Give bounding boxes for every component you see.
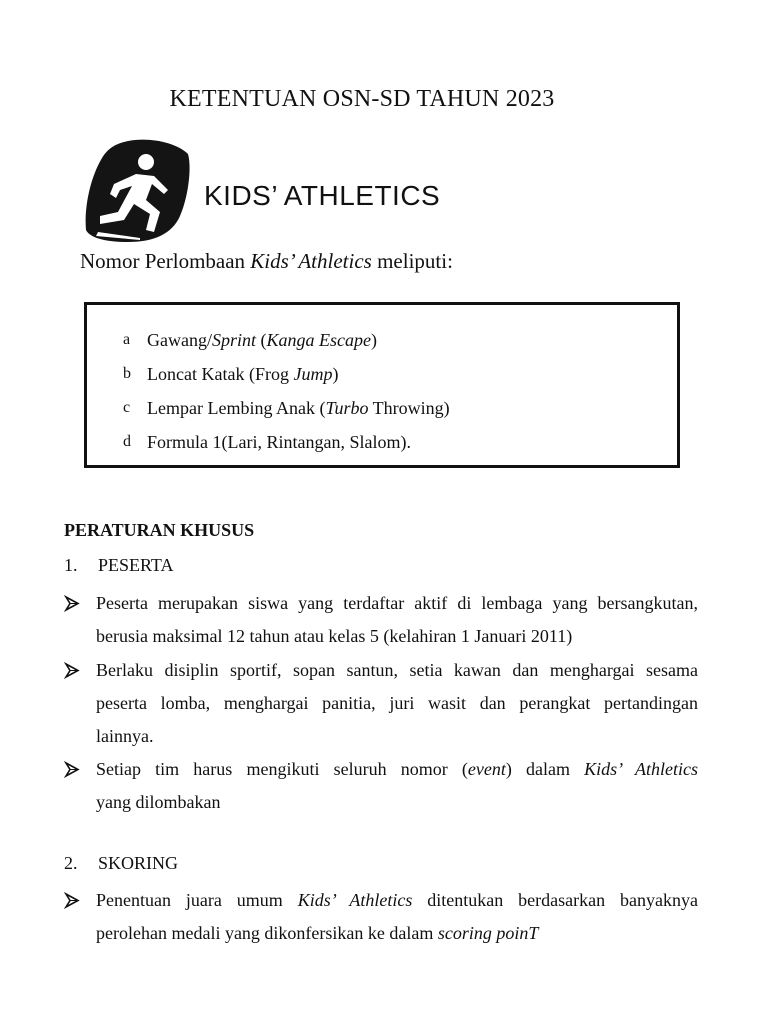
event-text [147, 330, 377, 351]
italic-text: Kids’ Athletics [297, 890, 413, 910]
event-item [123, 357, 450, 391]
event-title: KIDS’ ATHLETICS [204, 180, 441, 211]
event-text [147, 398, 450, 419]
event-letter: d [123, 433, 131, 450]
text-part: Gawang/ [147, 329, 212, 350]
bullet-line [96, 620, 698, 653]
section-title-text: PESERTA [98, 555, 174, 575]
italic-text: Kids’ Athletics [584, 759, 698, 779]
text-part: Penentuan juara umum [96, 890, 298, 910]
event-text [147, 432, 411, 453]
italic-text: Kanga Escape [266, 329, 371, 350]
section-number: 1. [64, 555, 78, 575]
italic-text: scoring poinT [437, 923, 539, 943]
text-part: Lempar Lembing Anak ( [147, 397, 326, 418]
intro-text [80, 249, 453, 274]
document-title: KETENTUAN OSN-SD TAHUN 2023 [169, 86, 555, 112]
italic-text: Turbo [325, 397, 369, 418]
text-part: Formula 1(Lari, Rintangan, Slalom). [147, 431, 411, 452]
arrow-bullet-icon [64, 587, 82, 620]
text-part: ) [332, 363, 339, 384]
event-letter: a [123, 331, 131, 348]
event-item [123, 425, 450, 459]
intro-prefix: Nomor Perlombaan [80, 249, 251, 273]
event-text [147, 364, 338, 385]
section-heading: PERATURAN KHUSUS [64, 520, 255, 540]
bullet-text [96, 884, 698, 950]
bullet-text [96, 654, 698, 753]
intro-suffix: meliputi: [371, 249, 453, 273]
arrow-bullet-icon [64, 753, 82, 786]
text-part: yang dilombakan [96, 792, 221, 812]
bullet-line [96, 720, 698, 753]
event-item [123, 391, 450, 425]
bullet-item [64, 587, 698, 653]
event-item [123, 323, 450, 357]
bullet-line [96, 687, 698, 720]
intro-italic: Kids’ Athletics [250, 249, 372, 273]
section-title [64, 555, 174, 576]
text-part: lainnya. [96, 726, 154, 746]
text-part: perolehan medali yang dikonfersikan ke dalam [96, 923, 438, 943]
italic-text: event [467, 759, 506, 779]
text-part: ) [370, 329, 377, 350]
event-letter: c [123, 399, 131, 416]
section-number: 2. [64, 853, 78, 873]
bullet-item [64, 753, 698, 819]
bullet-line [96, 654, 698, 687]
event-letter: b [123, 365, 131, 382]
event-list [123, 323, 450, 459]
bullet-item [64, 654, 698, 753]
arrow-bullet-icon [64, 654, 82, 687]
text-part: ( [256, 329, 267, 350]
italic-text: Sprint [211, 329, 256, 350]
arrow-bullet-icon [64, 884, 82, 917]
text-part: berusia maksimal 12 tahun atau kelas 5 (kelahiran 1 Januari 2011) [96, 626, 573, 646]
text-part: Loncat Katak (Frog [147, 363, 294, 384]
section-title [64, 853, 178, 874]
bullet-line [96, 587, 698, 620]
bullet-line [96, 753, 698, 786]
text-part: ditentukan berdasarkan banyaknya [412, 890, 698, 910]
text-part: peserta lomba, menghargai panitia, juri wasit dan perangkat pertandingan [96, 693, 698, 713]
bullet-item [64, 884, 698, 950]
text-part: Peserta merupakan siswa yang terdaftar aktif di lembaga yang bersangkutan, [96, 593, 698, 613]
text-part: Throwing) [368, 397, 450, 418]
event-box [84, 302, 680, 468]
bullet-text [96, 753, 698, 819]
italic-text: Jump [293, 363, 333, 384]
bullet-line [96, 884, 698, 917]
bullet-line [96, 917, 698, 950]
text-part: Berlaku disiplin sportif, sopan santun, setia kawan dan menghargai sesama [96, 660, 698, 680]
text-part: ) dalam [505, 759, 585, 779]
sprinter-logo-icon [84, 138, 192, 244]
text-part: Setiap tim harus mengikuti seluruh nomor ( [96, 759, 468, 779]
bullet-line [96, 786, 698, 819]
section-title-text: SKORING [98, 853, 179, 873]
bullet-text [96, 587, 698, 653]
